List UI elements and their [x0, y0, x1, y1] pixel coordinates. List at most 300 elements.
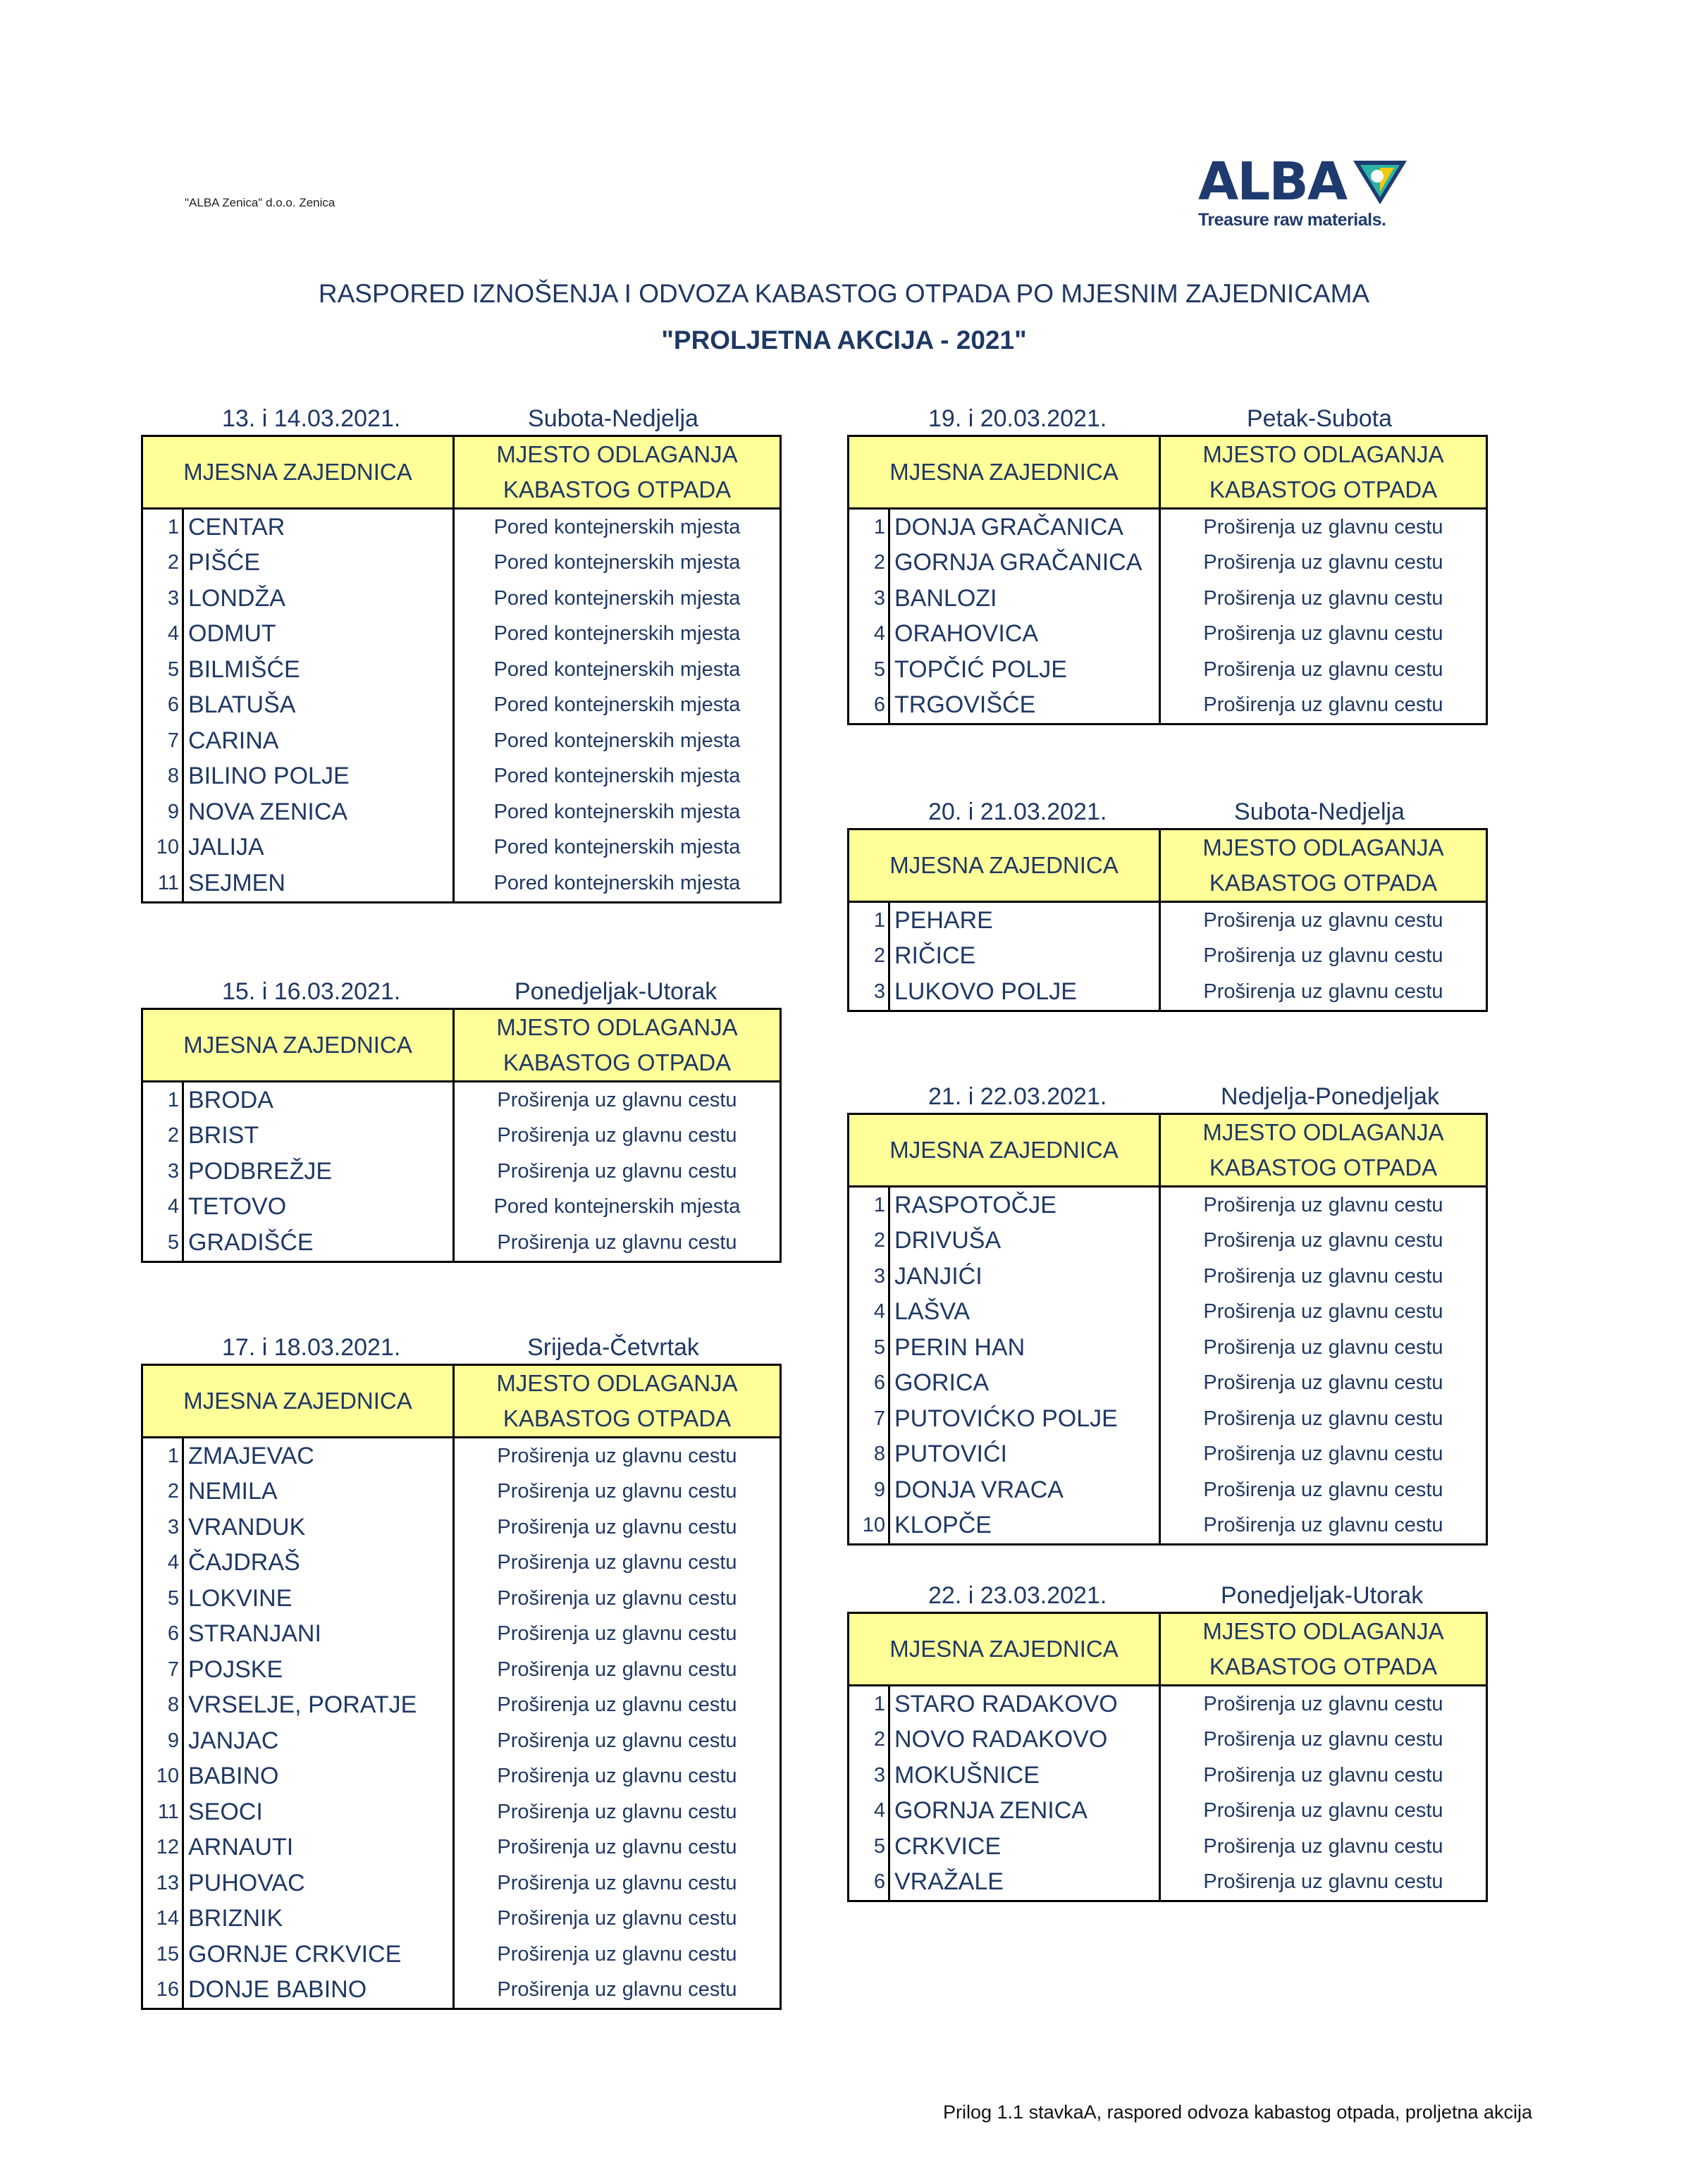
community-name: NOVA ZENICA [183, 794, 454, 830]
community-name: TETOVO [183, 1190, 454, 1226]
row-number: 1 [142, 1082, 183, 1118]
community-name: PIŠĆE [183, 545, 454, 581]
table-header-row [142, 436, 781, 509]
schedule-table [141, 435, 782, 903]
table-row [849, 1330, 1487, 1366]
community-name: ČAJDRAŠ [183, 1546, 454, 1581]
table-row [142, 1937, 781, 1973]
disposal-place: Pored kontejnerskih mjesta [493, 729, 741, 752]
table-header-row [849, 829, 1487, 902]
row-number: 2 [142, 1118, 183, 1154]
header-mjesto-odlaganja [454, 436, 781, 509]
block-header [847, 1582, 1486, 1612]
header-mjesto-odlaganja [1160, 1114, 1487, 1187]
disposal-place: Proširenja uz glavnu cestu [497, 1658, 737, 1681]
schedule-table [141, 1364, 782, 2010]
table-row [849, 581, 1487, 617]
row-number: 4 [849, 1295, 889, 1331]
row-number: 9 [142, 794, 183, 830]
community-name: STARO RADAKOVO [889, 1686, 1160, 1722]
row-number: 5 [142, 1225, 183, 1261]
disposal-place: Proširenja uz glavnu cestu [1203, 944, 1443, 968]
table-row [142, 1830, 781, 1866]
table-row [142, 688, 781, 724]
table-row [142, 1723, 781, 1759]
row-number: 13 [142, 1865, 183, 1901]
block-date: 21. i 22.03.2021. [928, 1083, 1107, 1110]
header-place-line2: KABASTOG OTPADA [503, 476, 732, 502]
community-name: DONJA GRAČANICA [889, 509, 1160, 545]
schedule-block [141, 978, 780, 1263]
alba-logo [1198, 154, 1417, 235]
community-name: NEMILA [183, 1474, 454, 1510]
row-number: 5 [142, 1581, 183, 1617]
community-name: GRADIŠĆE [183, 1225, 454, 1261]
row-number: 11 [142, 865, 183, 902]
row-number: 2 [849, 1223, 889, 1259]
row-number: 8 [142, 759, 183, 795]
table-row [142, 1617, 781, 1653]
community-name: GORNJA ZENICA [889, 1794, 1160, 1830]
disposal-place: Proširenja uz glavnu cestu [497, 1729, 737, 1752]
table-row [142, 865, 781, 902]
community-name: PUTOVIĆI [889, 1437, 1160, 1473]
header-place-line1: MJESTO ODLAGANJA [1202, 834, 1444, 860]
table-row [849, 1794, 1487, 1830]
table-row [142, 1438, 781, 1474]
table-header-row [142, 1009, 781, 1082]
disposal-place: Proširenja uz glavnu cestu [1203, 1692, 1443, 1715]
disposal-place: Proširenja uz glavnu cestu [1203, 1834, 1443, 1858]
disposal-place: Pored kontejnerskih mjesta [493, 765, 741, 788]
disposal-place: Proširenja uz glavnu cestu [497, 1230, 737, 1254]
row-number: 2 [849, 939, 889, 975]
disposal-place: Proširenja uz glavnu cestu [1203, 1335, 1443, 1359]
row-number: 8 [142, 1688, 183, 1724]
table-row [849, 1187, 1487, 1223]
table-row [849, 902, 1487, 939]
community-name: VRAŽALE [889, 1865, 1160, 1901]
community-name: GORNJE CRKVICE [183, 1937, 454, 1973]
row-number: 1 [849, 902, 889, 939]
community-name: STRANJANI [183, 1617, 454, 1653]
header-place-line2: KABASTOG OTPADA [1209, 870, 1438, 896]
row-number: 1 [142, 509, 183, 545]
header-place-line1: MJESTO ODLAGANJA [1202, 1618, 1444, 1644]
disposal-place: Proširenja uz glavnu cestu [497, 1551, 737, 1574]
header-mjesna-zajednica: MJESNA ZAJEDNICA [849, 829, 1160, 902]
row-number: 4 [142, 617, 183, 653]
community-name: BRIST [183, 1118, 454, 1154]
community-name: PODBREŽJE [183, 1154, 454, 1190]
disposal-place: Proširenja uz glavnu cestu [1203, 693, 1443, 717]
disposal-place: Proširenja uz glavnu cestu [1203, 1728, 1443, 1751]
table-row [142, 1546, 781, 1581]
table-row [142, 830, 781, 866]
community-name: BLATUŠA [183, 688, 454, 724]
table-row [142, 1688, 781, 1724]
table-row [142, 1082, 781, 1118]
header-place-line2: KABASTOG OTPADA [1209, 476, 1438, 502]
disposal-place: Proširenja uz glavnu cestu [497, 1800, 737, 1823]
community-name: JANJIĆI [889, 1259, 1160, 1295]
community-name: ARNAUTI [183, 1830, 454, 1866]
header-mjesto-odlaganja [454, 1009, 781, 1082]
row-number: 3 [849, 581, 889, 617]
disposal-place: Proširenja uz glavnu cestu [497, 1907, 737, 1930]
block-date: 22. i 23.03.2021. [928, 1582, 1107, 1609]
disposal-place: Proširenja uz glavnu cestu [497, 1586, 737, 1610]
disposal-place: Proširenja uz glavnu cestu [1203, 1799, 1443, 1822]
community-name: POJSKE [183, 1652, 454, 1688]
table-row [142, 581, 781, 617]
disposal-place: Pored kontejnerskih mjesta [493, 800, 741, 823]
community-name: TOPČIĆ POLJE [889, 652, 1160, 688]
table-row [849, 1437, 1487, 1473]
logo-tagline: Treasure raw materials. [1198, 210, 1386, 230]
table-row [849, 1259, 1487, 1295]
row-number: 9 [142, 1723, 183, 1759]
row-number: 14 [142, 1901, 183, 1937]
community-name: MOKUŠNICE [889, 1758, 1160, 1794]
table-row [849, 1508, 1487, 1545]
disposal-place: Proširenja uz glavnu cestu [497, 1088, 737, 1111]
community-name: KLOPČE [889, 1508, 1160, 1545]
page-title: RASPORED IZNOŠENJA I ODVOZA KABASTOG OTPADA PO MJESNIM ZAJEDNICAMA [318, 279, 1370, 308]
block-header [847, 798, 1486, 828]
row-number: 7 [142, 723, 183, 759]
community-name: PUHOVAC [183, 1865, 454, 1901]
row-number: 10 [849, 1508, 889, 1545]
disposal-place: Proširenja uz glavnu cestu [1203, 1229, 1443, 1252]
table-row [142, 723, 781, 759]
header-mjesto-odlaganja [1160, 829, 1487, 902]
table-row [142, 759, 781, 795]
schedule-block [141, 1334, 780, 2010]
disposal-place: Proširenja uz glavnu cestu [1203, 1478, 1443, 1501]
block-header [847, 405, 1486, 435]
disposal-place: Pored kontejnerskih mjesta [493, 622, 741, 646]
disposal-place: Proširenja uz glavnu cestu [1203, 622, 1443, 646]
community-name: BRODA [183, 1082, 454, 1118]
table-row [849, 1223, 1487, 1259]
schedule-table [847, 828, 1488, 1012]
disposal-place: Proširenja uz glavnu cestu [1203, 1763, 1443, 1787]
community-name: GORNJA GRAČANICA [889, 545, 1160, 581]
table-row [142, 1581, 781, 1617]
row-number: 9 [849, 1472, 889, 1508]
disposal-place: Pored kontejnerskih mjesta [493, 1195, 741, 1219]
row-number: 6 [849, 1366, 889, 1402]
row-number: 5 [142, 652, 183, 688]
disposal-place: Proširenja uz glavnu cestu [497, 1978, 737, 2001]
table-row [142, 1118, 781, 1154]
row-number: 1 [849, 1686, 889, 1722]
row-number: 7 [142, 1652, 183, 1688]
community-name: CENTAR [183, 509, 454, 545]
header-mjesna-zajednica: MJESNA ZAJEDNICA [142, 436, 454, 509]
table-row [142, 509, 781, 545]
block-header [141, 978, 780, 1008]
community-name: ODMUT [183, 617, 454, 653]
header-mjesto-odlaganja [1160, 436, 1487, 509]
row-number: 1 [849, 509, 889, 545]
row-number: 1 [142, 1438, 183, 1474]
table-row [849, 1472, 1487, 1508]
disposal-place: Pored kontejnerskih mjesta [493, 871, 741, 894]
row-number: 16 [142, 1973, 183, 2009]
schedule-table [847, 1612, 1488, 1902]
header-place-line1: MJESTO ODLAGANJA [1202, 1119, 1444, 1145]
community-name: ZMAJEVAC [183, 1438, 454, 1474]
disposal-place: Proširenja uz glavnu cestu [1203, 908, 1443, 932]
logo-wordmark: ALBA [1198, 152, 1347, 212]
block-day: Nedjelja-Ponedjeljak [1221, 1083, 1439, 1110]
row-number: 5 [849, 1829, 889, 1865]
header-place-line2: KABASTOG OTPADA [1209, 1154, 1438, 1180]
row-number: 3 [849, 974, 889, 1011]
row-number: 4 [849, 1794, 889, 1830]
footer-note: Prilog 1.1 stavkaA, raspored odvoza kabastog otpada, proljetna akcija [943, 2102, 1533, 2123]
disposal-place: Proširenja uz glavnu cestu [1203, 551, 1443, 574]
row-number: 10 [142, 1759, 183, 1795]
row-number: 6 [142, 688, 183, 724]
disposal-place: Proširenja uz glavnu cestu [497, 1765, 737, 1788]
table-row [142, 1759, 781, 1795]
community-name: ORAHOVICA [889, 617, 1160, 653]
disposal-place: Proširenja uz glavnu cestu [1203, 658, 1443, 681]
block-day: Petak-Subota [1246, 405, 1393, 432]
block-day: Subota-Nedjelja [528, 405, 698, 432]
disposal-place: Pored kontejnerskih mjesta [493, 586, 741, 610]
block-date: 20. i 21.03.2021. [928, 798, 1107, 825]
row-number: 12 [142, 1830, 183, 1866]
table-row [849, 1758, 1487, 1794]
block-day: Srijeda-Četvrtak [527, 1334, 699, 1361]
header-mjesna-zajednica: MJESNA ZAJEDNICA [142, 1365, 454, 1438]
disposal-place: Proširenja uz glavnu cestu [1203, 1514, 1443, 1537]
community-name: LONDŽA [183, 581, 454, 617]
table-row [142, 794, 781, 830]
block-header [141, 1334, 780, 1364]
table-row [142, 617, 781, 653]
disposal-place: Proširenja uz glavnu cestu [1203, 515, 1443, 538]
row-number: 2 [142, 545, 183, 581]
community-name: PERIN HAN [889, 1330, 1160, 1366]
community-name: JALIJA [183, 830, 454, 866]
block-date: 17. i 18.03.2021. [222, 1334, 401, 1361]
disposal-place: Proširenja uz glavnu cestu [497, 1693, 737, 1717]
community-name: PEHARE [889, 902, 1160, 939]
community-name: CRKVICE [889, 1829, 1160, 1865]
schedule-block [141, 405, 780, 903]
schedule-table [847, 1113, 1488, 1546]
community-name: BABINO [183, 1759, 454, 1795]
table-row [849, 1401, 1487, 1437]
header-place-line1: MJESTO ODLAGANJA [496, 441, 738, 467]
row-number: 4 [142, 1190, 183, 1226]
table-row [849, 1366, 1487, 1402]
disposal-place: Pored kontejnerskih mjesta [493, 836, 741, 859]
row-number: 2 [849, 1722, 889, 1758]
row-number: 7 [849, 1401, 889, 1437]
disposal-place: Proširenja uz glavnu cestu [497, 1124, 737, 1147]
row-number: 3 [849, 1259, 889, 1295]
header-mjesna-zajednica: MJESNA ZAJEDNICA [142, 1009, 454, 1082]
row-number: 11 [142, 1794, 183, 1830]
table-row [849, 974, 1487, 1011]
disposal-place: Proširenja uz glavnu cestu [1203, 980, 1443, 1003]
disposal-place: Proširenja uz glavnu cestu [497, 1622, 737, 1646]
row-number: 15 [142, 1937, 183, 1973]
table-row [142, 1901, 781, 1937]
community-name: NOVO RADAKOVO [889, 1722, 1160, 1758]
community-name: DONJA VRACA [889, 1472, 1160, 1508]
table-row [142, 1474, 781, 1510]
header-place-line2: KABASTOG OTPADA [503, 1049, 732, 1075]
community-name: BANLOZI [889, 581, 1160, 617]
table-row [849, 545, 1487, 581]
logo-mark-icon [1352, 158, 1408, 207]
table-row [849, 1722, 1487, 1758]
disposal-place: Proširenja uz glavnu cestu [1203, 1870, 1443, 1894]
table-row [142, 1652, 781, 1688]
block-day: Ponedjeljak-Utorak [1221, 1582, 1424, 1609]
table-row [849, 1829, 1487, 1865]
table-row [142, 1154, 781, 1190]
disposal-place: Pored kontejnerskih mjesta [493, 515, 741, 538]
table-row [142, 652, 781, 688]
community-name: RASPOTOČJE [889, 1187, 1160, 1223]
disposal-place: Proširenja uz glavnu cestu [1203, 1371, 1443, 1395]
table-row [849, 688, 1487, 724]
header-place-line1: MJESTO ODLAGANJA [496, 1014, 738, 1040]
table-header-row [849, 436, 1487, 509]
community-name: LOKVINE [183, 1581, 454, 1617]
disposal-place: Pored kontejnerskih mjesta [493, 693, 741, 717]
disposal-place: Proširenja uz glavnu cestu [497, 1159, 737, 1183]
community-name: GORICA [889, 1366, 1160, 1402]
disposal-place: Proširenja uz glavnu cestu [497, 1871, 737, 1894]
disposal-place: Proširenja uz glavnu cestu [1203, 1407, 1443, 1430]
schedule-table [141, 1008, 782, 1263]
block-day: Ponedjeljak-Utorak [515, 978, 717, 1005]
row-number: 2 [142, 1474, 183, 1510]
row-number: 3 [142, 1510, 183, 1546]
header-place-line2: KABASTOG OTPADA [503, 1405, 732, 1431]
row-number: 4 [849, 617, 889, 653]
disposal-place: Proširenja uz glavnu cestu [497, 1480, 737, 1503]
table-row [142, 1510, 781, 1546]
block-date: 15. i 16.03.2021. [222, 978, 401, 1005]
block-header [847, 1083, 1486, 1113]
table-row [142, 1865, 781, 1901]
page-subtitle: "PROLJETNA AKCIJA - 2021" [661, 326, 1027, 354]
row-number: 2 [849, 545, 889, 581]
community-name: LUKOVO POLJE [889, 974, 1160, 1011]
header-mjesto-odlaganja [1160, 1613, 1487, 1686]
row-number: 1 [849, 1187, 889, 1223]
disposal-place: Proširenja uz glavnu cestu [1203, 1264, 1443, 1288]
community-name: DRIVUŠA [889, 1223, 1160, 1259]
block-date: 13. i 14.03.2021. [222, 405, 401, 432]
community-name: DONJE BABINO [183, 1973, 454, 2009]
header-mjesto-odlaganja [454, 1365, 781, 1438]
community-name: VRSELJE, PORATJE [183, 1688, 454, 1724]
disposal-place: Proširenja uz glavnu cestu [497, 1836, 737, 1859]
disposal-place: Proširenja uz glavnu cestu [1203, 1193, 1443, 1216]
disposal-place: Proširenja uz glavnu cestu [1203, 586, 1443, 610]
table-row [849, 939, 1487, 975]
block-date: 19. i 20.03.2021. [928, 405, 1107, 432]
disposal-place: Pored kontejnerskih mjesta [493, 658, 741, 681]
disposal-place: Proširenja uz glavnu cestu [1203, 1443, 1443, 1466]
row-number: 3 [142, 1154, 183, 1190]
table-row [849, 617, 1487, 653]
row-number: 4 [142, 1546, 183, 1581]
row-number: 3 [849, 1758, 889, 1794]
disposal-place: Proširenja uz glavnu cestu [497, 1444, 737, 1467]
community-name: SEOCI [183, 1794, 454, 1830]
header-mjesna-zajednica: MJESNA ZAJEDNICA [849, 436, 1160, 509]
schedule-table [847, 435, 1488, 725]
row-number: 10 [142, 830, 183, 866]
community-name: RIČICE [889, 939, 1160, 975]
header-place-line2: KABASTOG OTPADA [1209, 1653, 1438, 1679]
header-mjesna-zajednica: MJESNA ZAJEDNICA [849, 1114, 1160, 1187]
disposal-place: Pored kontejnerskih mjesta [493, 551, 741, 574]
row-number: 8 [849, 1437, 889, 1473]
header-mjesna-zajednica: MJESNA ZAJEDNICA [849, 1613, 1160, 1686]
schedule-block [847, 1083, 1486, 1546]
row-number: 6 [849, 1865, 889, 1901]
schedule-block [847, 798, 1486, 1012]
table-row [142, 1973, 781, 2009]
community-name: BILINO POLJE [183, 759, 454, 795]
table-row [849, 1865, 1487, 1901]
table-header-row [849, 1613, 1487, 1686]
table-header-row [142, 1365, 781, 1438]
community-name: LAŠVA [889, 1295, 1160, 1331]
community-name: BRIZNIK [183, 1901, 454, 1937]
table-row [849, 1295, 1487, 1331]
row-number: 6 [849, 688, 889, 724]
schedule-block [847, 405, 1486, 725]
row-number: 6 [142, 1617, 183, 1653]
table-row [142, 1225, 781, 1261]
table-row [849, 1686, 1487, 1722]
table-row [849, 652, 1487, 688]
table-header-row [849, 1114, 1487, 1187]
company-name: "ALBA Zenica" d.o.o. Zenica [185, 196, 335, 209]
table-row [142, 1190, 781, 1226]
community-name: VRANDUK [183, 1510, 454, 1546]
community-name: TRGOVIŠĆE [889, 688, 1160, 724]
table-row [142, 1794, 781, 1830]
community-name: PUTOVIĆKO POLJE [889, 1401, 1160, 1437]
block-header [141, 405, 780, 435]
community-name: CARINA [183, 723, 454, 759]
schedule-block [847, 1582, 1486, 1902]
community-name: BILMIŠĆE [183, 652, 454, 688]
header-place-line1: MJESTO ODLAGANJA [496, 1370, 738, 1396]
disposal-place: Proširenja uz glavnu cestu [497, 1942, 737, 1966]
block-day: Subota-Nedjelja [1234, 798, 1405, 825]
row-number: 3 [142, 581, 183, 617]
disposal-place: Proširenja uz glavnu cestu [497, 1515, 737, 1538]
community-name: JANJAC [183, 1723, 454, 1759]
row-number: 5 [849, 652, 889, 688]
